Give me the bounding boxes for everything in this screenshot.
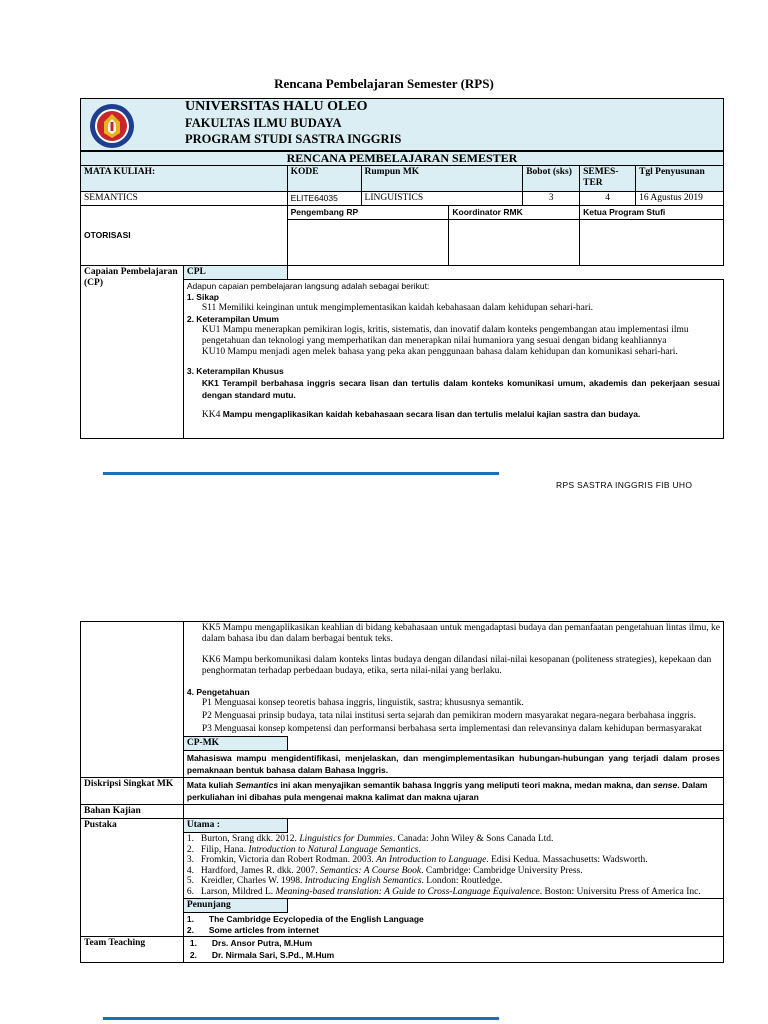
reference-item: 6. Larson, Mildred L. Meaning-based translation: A Guide to Cross-Language Equivalence. Boston: Universitu Press of America Inc. [186, 886, 701, 897]
koordinator-sign [449, 220, 580, 266]
rps-table-page1 [80, 151, 724, 439]
team-teaching-label: Team Teaching [81, 937, 184, 963]
pustaka-label: Pustaka [81, 819, 184, 937]
document-title: Rencana Pembelajaran Semester (RPS) [274, 76, 494, 91]
rps-table-page2 [80, 621, 724, 963]
program-name: PROGRAM STUDI SASTRA INGGRIS [185, 132, 402, 146]
pustaka-utama-list [183, 833, 723, 899]
team-teaching-list [183, 937, 723, 963]
university-name: UNIVERSITAS HALU OLEO [185, 99, 368, 114]
bahan-kajian-content [183, 805, 723, 819]
col-rumpun: Rumpun MK [361, 166, 523, 192]
team-member: 2. Dr. Nirmala Sari, S.Pd., M.Hum [189, 949, 335, 960]
cpl-continued: KK5 Mampu mengaplikasikan keahlian di bidang kebahasaan untuk mengadaptasi budaya dan pemanfaatan pengetahuan lintas ilmu, ke dalam bahasa ibu dan dalam berbagai bentuk teks. KK6 Mampu berkomunikasi dalam konteks lintas budaya dengan dilandasi nilai-nilai kesopanan (politeness strategies), kepekaan dan penghormatan terhadap perbedaan budaya, etika, serta nilai-nilai yang berlaku. 4. Pengetahuan P1 Menguasai konsep teoretis bahasa inggris, linguistik, sastra; khususnya semantik. P2 Menguasai prinsip budaya, tata nilai institusi serta sejarah dan pemikiran modern masyarakat negara-negara berbahasa inggris. P3 Menguasai konsep kompetensi dan performansi berbahasa serta implementasi dan relevansinya dalam kehidupan bermasyarakat [183, 622, 723, 737]
deskripsi-label: Diskripsi Singkat MK [81, 778, 184, 805]
col-kode: KODE [287, 166, 361, 192]
rps-heading: RENCANA PEMBELAJARAN SEMESTER [81, 152, 724, 166]
course-name: SEMANTICS [81, 192, 288, 206]
reference-item: 3. Fromkin, Victoria dan Robert Rodman. 2003. An Introduction to Language. Edisi Kedua. Massachusetts: Wadsworth. [186, 855, 648, 865]
pustaka-penunjang-label: Penunjang [183, 899, 287, 913]
penunjang-item: 2. Some articles from internet [186, 924, 319, 935]
course-date: 16 Agustus 2019 [636, 192, 724, 206]
footer-text: RPS SASTRA INGGRIS FIB UHO [556, 480, 693, 490]
pustaka-penunjang-list [183, 913, 723, 937]
deskripsi-text: Mata kuliah Semantics ini akan menyajikan semantik bahasa Inggris yang meliputi teori makna, medan makna, dan sense. Dalam perkuliahan ini dibahas pula mengenai makna kalimat dan makna ujaran [183, 778, 723, 805]
pustaka-utama-label: Utama : [183, 819, 287, 833]
divider-rule-bottom [103, 1017, 499, 1020]
university-header [80, 98, 724, 151]
course-rumpun: LINGUISTICS [361, 192, 523, 206]
course-semester: 4 [580, 192, 636, 206]
cpmk-label: CP-MK [183, 737, 287, 751]
course-bobot: 3 [523, 192, 580, 206]
cpmk-text: Mahasiswa mampu mengidentifikasi, menjelaskan, dan mengimplementasikan hubungan-hubungan yang terjadi dalam proses pemaknaan bentuk bahasa dalam Bahasa Inggris. [183, 751, 723, 778]
ketua-label: Ketua Program Stufi [580, 206, 724, 220]
koordinator-label: Koordinator RMK [449, 206, 580, 220]
col-bobot: Bobot (sks) [523, 166, 580, 192]
bahan-kajian-label: Bahan Kajian [81, 805, 184, 819]
col-tgl: Tgl Penyusunan [636, 166, 724, 192]
otorisasi-label: OTORISASI [81, 206, 288, 266]
reference-item: 1. Burton, Srang dkk. 2012. Linguistics for Dummies. Canada: John Wiley & Sons Canada Ltd. [186, 834, 554, 844]
penunjang-item: 1. The Cambridge Ecyclopedia of the English Language [186, 914, 424, 924]
reference-item: 2. Filip, Hana. Introduction to Natural Language Semantics. [186, 844, 421, 855]
col-mata-kuliah: MATA KULIAH: [81, 166, 288, 192]
university-logo [89, 103, 135, 149]
reference-item: 5. Kreidler, Charles W. 1998. Introducing English Semantics. London: Routledge. [186, 876, 503, 886]
ketua-sign [580, 220, 724, 266]
cpl-label: CPL [183, 266, 287, 280]
cpl-content: Adapun capaian pembelajaran langsung adalah sebagai berikut: 1. Sikap S11 Memiliki keinginan untuk mengimplementasikan kaidah kebahasaan dalam kehidupan sehari-hari. 2. Keterampilan Umum KU1 Mampu menerapkan pemikiran logis, kritis, sistematis, dan inovatif dalam konteks pengembangan atau implementasi ilmu pengetahuan dan teknologi yang memperhatikan dan menerapkan nilai humaniora yang sesuai dengan bidang keahliannya KU10 Mampu menjadi agen melek bahasa yang peka akan penggunaan bahasa dalam kehidupan dan komunikasi sehari-hari. 3. Keterampilan Khusus KK1 Terampil berbahasa inggris secara lisan dan tertulis dalam konteks komunikasi umum, akademis dan pekerjaan sesuai dengan standard mutu. KK4 Mampu mengaplikasikan kaidah kebahasaan secara lisan dan tertulis melalui kajian sastra dan budaya. [183, 280, 723, 439]
team-member: 1. Drs. Ansor Putra, M.Hum [189, 938, 313, 948]
faculty-name: FAKULTAS ILMU BUDAYA [185, 116, 342, 130]
pengembang-label: Pengembang RP [287, 206, 449, 220]
reference-item: 4. Hardford, James R. dkk. 2007. Semantics: A Course Book. Cambridge: Cambridge University Press. [186, 865, 583, 876]
divider-rule [103, 472, 499, 475]
pengembang-sign [287, 220, 449, 266]
course-code: ELITE64035 [287, 192, 361, 206]
col-semester: SEMES- TER [580, 166, 636, 192]
cp-label: Capaian Pembelajaran (CP) [81, 266, 184, 439]
